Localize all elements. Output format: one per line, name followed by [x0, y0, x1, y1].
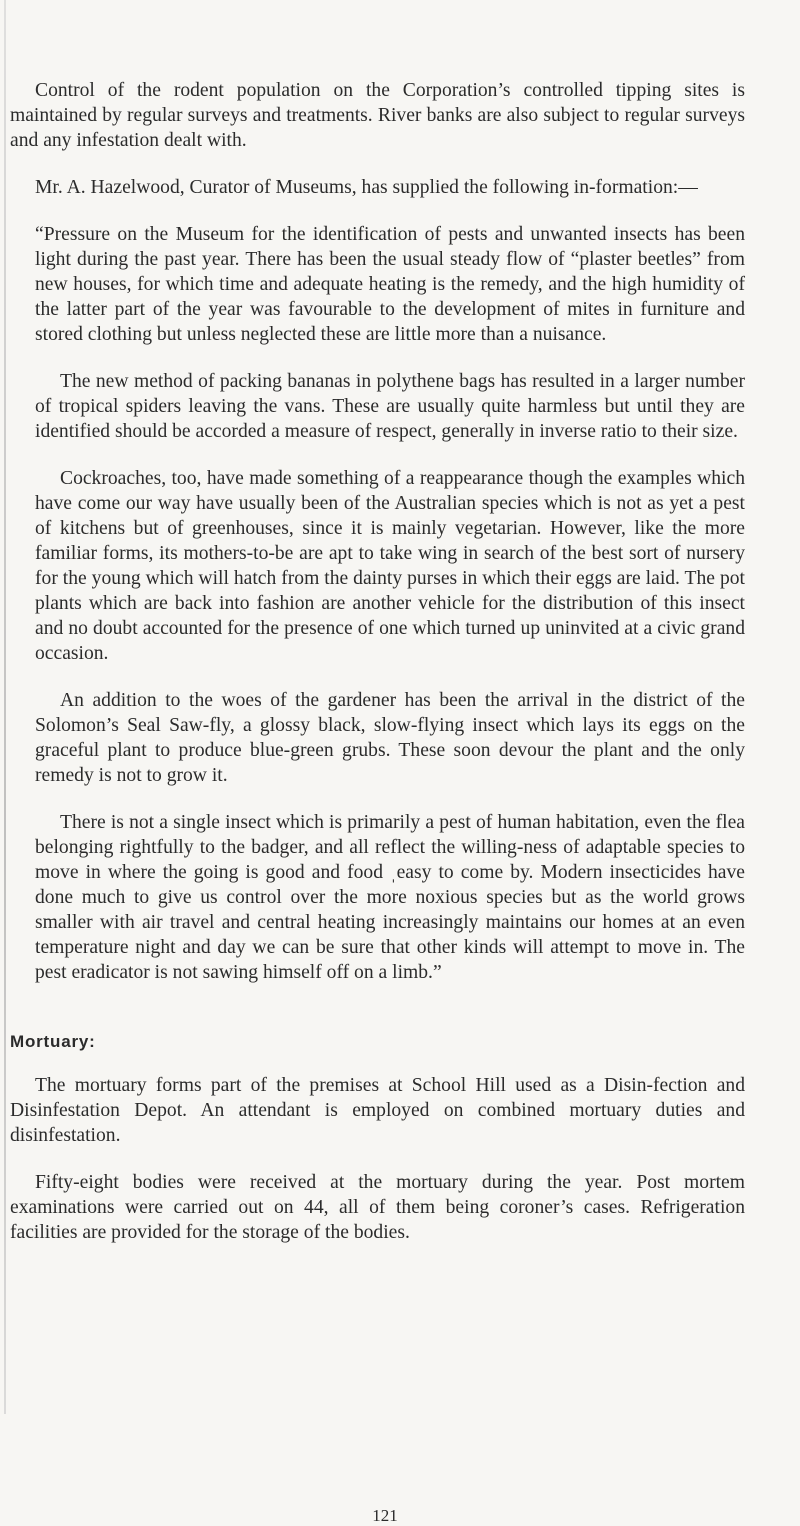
paragraph-curator-intro: Mr. A. Hazelwood, Curator of Museums, has supplied the following in-formation:—	[35, 177, 698, 198]
quote-paragraph-sawfly: An addition to the woes of the gardener has been the arrival in the district of the Solomon’s Seal Saw-fly, a glossy black, slow-flying insect which lays its eggs on the graceful plant to produce blue-green grubs. These soon devour the plant and the only remedy is not to grow it.	[35, 690, 745, 786]
quote-paragraph-bananas: The new method of packing bananas in polythene bags has resulted in a larger number of tropical spiders leaving the vans. These are usually quite harmless but until they are identified should be accorded a measure of respect, generally in inverse ratio to their size.	[35, 371, 745, 442]
page-number: 121	[372, 1506, 398, 1525]
paragraph-mortuary-bodies: Fifty-eight bodies were received at the mortuary during the year. Post mortem examinations were carried out on 44, all of them being coroner’s cases. Refrigeration facilities are provided for the storage of the bodies.	[10, 1172, 745, 1243]
binding-edge-line	[4, 0, 6, 1414]
quote-paragraph-habitation: There is not a single insect which is primarily a pest of human habitation, even the flea belonging rightfully to the badger, and all reflect the willing-ness of adaptable species to move in where the going is good and food ˌeasy to come by. Modern insecticides have done much to give us control over the more noxious species but as the world grows smaller with air travel and central heating increasingly maintains our homes at an even temperature night and day we can be sure that other kinds will attempt to move in. The pest eradicator is not sawing himself off on a limb.”	[35, 812, 745, 983]
paragraph-mortuary-premises: The mortuary forms part of the premises at School Hill used as a Disin-fection and Disinfestation Depot. An attendant is employed on combined mortuary duties and disinfestation.	[10, 1075, 745, 1146]
quote-paragraph-cockroaches: Cockroaches, too, have made something of a reappearance though the examples which have come our way have usually been of the Australian species which is not as yet a pest of kitchens but of greenhouses, since it is mainly vegetarian. However, like the more familiar forms, its mothers-to-be are apt to take wing in search of the best sort of nursery for the young which will hatch from the dainty purses in which their eggs are laid. The pot plants which are back into fashion are another vehicle for the distribution of this insect and no doubt accounted for the presence of one which turned up uninvited at a civic grand occasion.	[35, 468, 745, 664]
quote-paragraph-pressure: “Pressure on the Museum for the identification of pests and unwanted insects has been light during the past year. There has been the usual steady flow of “plaster beetles” from new houses, for which time and adequate heating is the remedy, and the high humidity of the latter part of the year was favourable to the development of mites in furniture and stored clothing but unless neglected these are little more than a nuisance.	[35, 224, 745, 345]
paragraph-rodent-control: Control of the rodent population on the Corporation’s controlled tipping sites is maintained by regular surveys and treatments. River banks are also subject to regular surveys and any infestation dealt with.	[10, 80, 745, 151]
section-heading-mortuary: Mortuary:	[10, 1032, 96, 1051]
document-page	[10, 78, 745, 1245]
